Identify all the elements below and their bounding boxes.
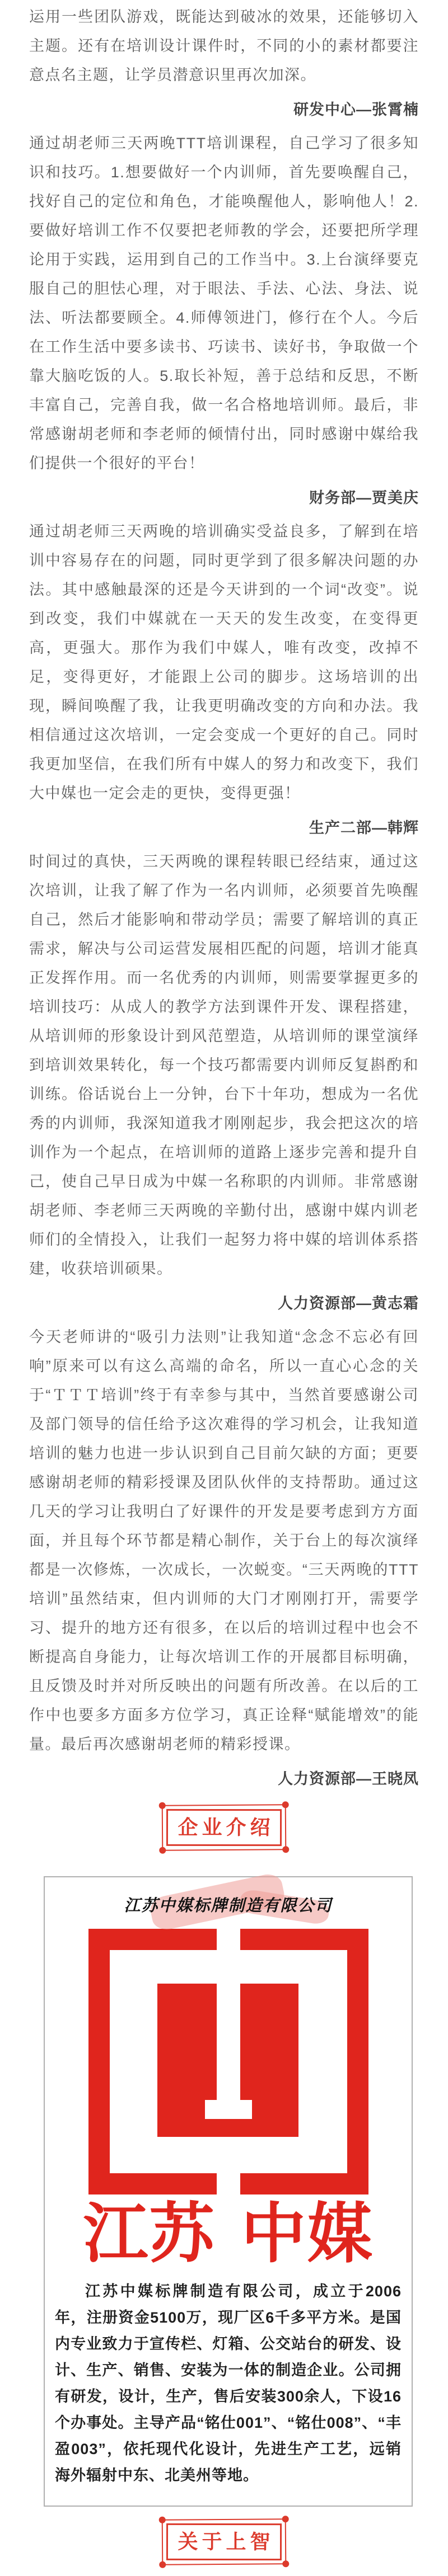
- testimonial-signature: 研发中心—张霄楠: [293, 101, 419, 118]
- logo-bottom-notch: [217, 2172, 240, 2194]
- badge-inner-frame: [166, 1809, 282, 1846]
- wordmark-jiangsu: 江苏: [83, 2197, 216, 2270]
- badge-label: 企业介绍: [178, 1815, 274, 1839]
- company-intro-badge: [162, 1804, 287, 1851]
- badge-corner-dot: [282, 1846, 289, 1853]
- badge-inner-frame: [166, 2523, 282, 2560]
- badge-corner-dot: [282, 2560, 289, 2567]
- company-card-title-row: [55, 1893, 402, 1919]
- badge-corner-dot: [282, 2516, 289, 2522]
- badge-corner-dot: [159, 1802, 166, 1809]
- wordmark-zhongmei: 中媒: [241, 2197, 374, 2270]
- company-description: 江苏中媒标牌制造有限公司，成立于2006年，注册资金5100万，现厂区6千多平方米。是国内专业致力于宣传栏、灯箱、公交站台的研发、设计、生产、销售、安装为一体的制造企业。公司拥有研发，设计，生产，售后安装300余人，下设16个办事处。主导产品“铭仕001”、“铭仕008”、“丰盈003”，依托现代化设计，先进生产工艺，远销海外辐射中东、北美州等地。: [55, 2282, 402, 2484]
- badge-label: 关于上智: [178, 2530, 274, 2553]
- testimonial-body: 通过胡老师三天两晚TTT培训课程，自己学习了很多知识和技巧。1.想要做好一个内训师，首先要唤醒自己，找好自己的定位和角色，才能唤醒他人，影响他人！2.要做好培训工作不仅要把老师教的学会，还要把所学理论用于实践，运用到自己的工作当中。3.上台演绎要克服自己的胆怯心理，对于眼法、手法、心法、身法、说法、听法都要顾全。4.师傅领进门，修行在个人。今后在工作生活中要多读书、巧读书、读好书，争取做一个靠大脑吃饭的人。5.取长补短，善于总结和反思，不断丰富自己，完善自我，做一名合格地培训师。最后，非常感谢胡老师和李老师的倾情付出，同时感谢中媒给我们提供一个很好的平台！: [29, 135, 419, 472]
- testimonial-section: [29, 1322, 419, 1790]
- badge-corner-dot: [282, 1801, 289, 1808]
- logo-wordmark: [55, 2197, 402, 2270]
- testimonial-section: [29, 129, 419, 509]
- testimonial-body: 通过胡老师三天两晚的培训确实受益良多，了解到在培训中容易存在的问题，同时更学到了很多解决问题的办法。其中感触最深的还是今天讲到的一个词“改变”。说到改变，我们中媒就在一天天的发生改变，在变得更高，更强大。那作为我们中媒人，唯有改变，改掉不足，变得更好，才能跟上公司的脚步。这场培训的出现，瞬间唤醒了我，让我更明确改变的方向和办法。我相信通过这次培训，一定会变成一个更好的自己。同时我更加坚信，在我们所有中媒人的努力和改变下，我们大中媒也一定会走的更快，变得更强！: [29, 523, 419, 802]
- company-card: [44, 1876, 413, 2507]
- testimonial-section: [29, 517, 419, 839]
- testimonial-section: [29, 847, 419, 1315]
- testimonial-body: 今天老师讲的“吸引力法则”让我知道“念念不忘必有回响”原来可以有这么高端的命名，所以一直心心念的关于“ＴＴＴ培训”终于有幸参与其中，当然首要感谢公司及部门领导的信任给予这次难得的学习机会，让我知道培训的魅力也进一步认识到自己目前欠缺的方面；更要感谢胡老师的精彩授课及团队伙伴的支持帮助。通过这几天的学习让我明白了好课件的开发是要考虑到方方面面，并且每个环节都是精心制作，关于台上的每次演绎都是一次修炼，一次成长，一次蜕变。“三天两晚的TTT培训”虽然结束，但内训师的大门才刚刚打开，需要学习、提升的地方还有很多，在以后的培训过程中也会不断提高自身能力，让每次培训工作的开展都目标明确，且反馈及时并对所反映出的问题有所改善。在以后的工作中也要多方面多方位学习，真正诠释“赋能增效”的能量。最后再次感谢胡老师的精彩授课。: [29, 1329, 419, 1753]
- badge-corner-dot: [159, 1847, 166, 1854]
- testimonial-body: 时间过的真快，三天两晚的课程转眼已经结束，通过这次培训，让我了解了作为一名内训师，必须要首先唤醒自己，然后才能影响和带动学员；需要了解培训的真正需求，解决与公司运营发展相匹配的问题，培训才能真正发挥作用。而一名优秀的内训师，则需要掌握更多的培训技巧：从成人的教学方法到课件开发、课程搭建，从培训师的形象设计到风范塑造，从培训师的课堂演绎到培训效果转化，每一个技巧都需要内训师反复斟酌和训练。俗话说台上一分钟，台下十年功，想成为一名优秀的内训师，我深知道我才刚刚起步，我会把这次的培训作为一个起点，在培训师的道路上逐步完善和提升自己，使自己早日成为中媒一名称职的内训师。非常感谢胡老师、李老师三天两晚的辛勤付出，感谢中媒内训老师们的全情投入，让我们一起努力将中媒的培训体系搭建，收获培训硕果。: [29, 853, 419, 1277]
- logo-vertical-stroke: [217, 1929, 240, 2119]
- about-shangzhi-badge: [162, 2518, 287, 2565]
- testimonial-section: [29, 2, 419, 121]
- testimonial-signature: 人力资源部—黄志霜: [278, 1295, 419, 1312]
- testimonial-signature: 生产二部—韩辉: [309, 820, 419, 836]
- badge-corner-dot: [159, 2561, 166, 2568]
- zhongmei-logo-mark: [88, 1929, 368, 2194]
- logo-stroke-cap: [205, 2100, 252, 2119]
- testimonial-signature: 人力资源部—王晓凤: [278, 1770, 419, 1787]
- badge-corner-dot: [159, 2517, 166, 2523]
- company-name-title: 江苏中媒标牌制造有限公司: [124, 1897, 333, 1915]
- testimonial-body: 运用一些团队游戏，既能达到破冰的效果，还能够切入主题。还有在培训设计课件时，不同的小的素材都要注意点名主题，让学员潜意识里再次加深。: [29, 8, 419, 83]
- testimonial-signature: 财务部—贾美庆: [309, 489, 419, 506]
